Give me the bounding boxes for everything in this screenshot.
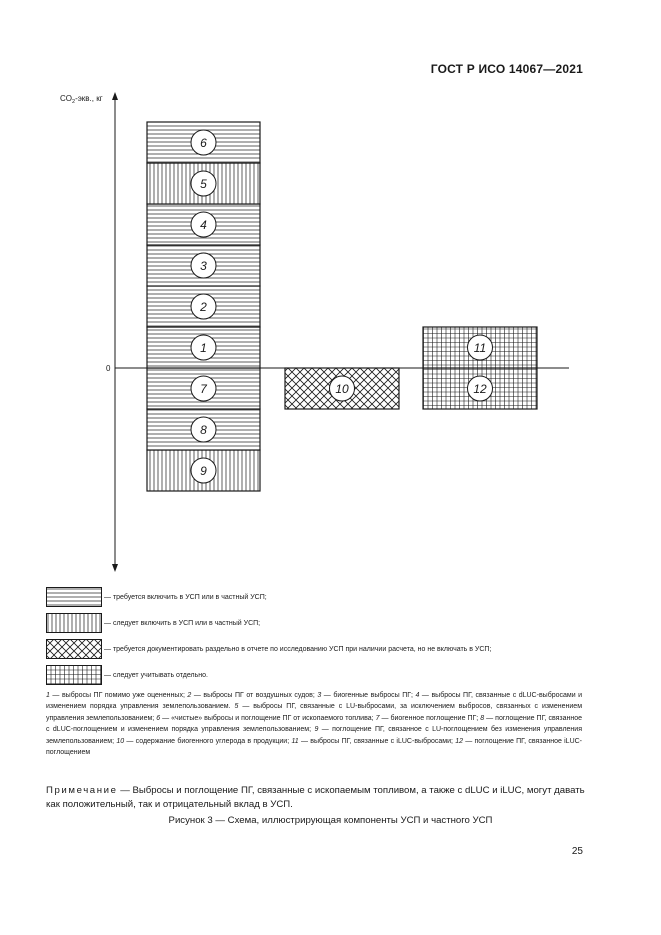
legend-text-document: — требуется документировать раздельно в отчете по исследованию УСП при наличии расчета, но не включать в УСП; xyxy=(104,645,492,653)
figure-caption: Рисунок 3 — Схема, иллюстрирующая компоненты УСП и частного УСП xyxy=(168,815,493,826)
segment-label-10: 10 xyxy=(335,382,349,396)
key-text: выбросы ПГ, связанные с LU-выбросами, за исключением выбросов, связанных с изменением управления землепользованием; xyxy=(46,703,583,722)
standard-code: ГОСТ Р ИСО 14067—2021 xyxy=(430,62,583,76)
y-axis-label-prefix: CO xyxy=(60,94,72,103)
key-text: биогенные выбросы ПГ; xyxy=(333,692,413,699)
segment-label-8: 8 xyxy=(200,423,207,437)
y-axis-label-sub: 2 xyxy=(72,99,76,105)
note-label: Примечание xyxy=(46,785,118,796)
segment-label-1: 1 xyxy=(200,341,207,355)
zero-label: 0 xyxy=(106,364,111,373)
key-text: биогенное поглощение ПГ; xyxy=(390,714,479,722)
key-num: 5 xyxy=(234,703,239,711)
segment-label-12: 12 xyxy=(473,382,487,396)
segment-label-9: 9 xyxy=(200,464,207,478)
key-num: 7 xyxy=(375,714,380,722)
note-text: — Выбросы и поглощение ПГ, связанные с ископаемым топливом, а также с dLUC и iLUC, могут давать как положительный, так и отрицательный вклад в УСП. xyxy=(46,785,585,810)
key-num: 1 xyxy=(46,692,50,699)
key-num: 6 xyxy=(156,714,161,722)
key-text: выбросы ПГ от воздушных судов; xyxy=(203,692,315,699)
key-num: 2 xyxy=(187,692,192,699)
legend-swatch-required xyxy=(46,587,102,607)
key-text: выбросы ПГ, связанные с iLUC-выбросами; xyxy=(310,737,453,745)
key-num: 10 xyxy=(116,737,125,745)
legend-swatch-separate xyxy=(46,665,102,685)
key-text: «чистые» выбросы и поглощение ПГ от ископаемого топлива; xyxy=(171,714,374,722)
bars-layer xyxy=(147,122,537,491)
key-text: содержание биогенного углерода в продукции; xyxy=(135,737,290,745)
y-axis-arrow-up xyxy=(112,92,118,100)
segment-label-4: 4 xyxy=(200,218,207,232)
legend-item-document xyxy=(46,636,586,662)
key-text: поглощение ПГ, связанное iLUC-поглощением xyxy=(46,737,583,757)
segment-label-11: 11 xyxy=(473,341,487,355)
legend-item-required xyxy=(46,584,586,610)
legend-swatch-should xyxy=(46,613,102,633)
page-number: 25 xyxy=(571,846,583,857)
segment-label-3: 3 xyxy=(200,259,207,273)
key-text: поглощение ПГ, связанное с dLUC-поглощением и изменением порядка управления землепользованием; xyxy=(46,714,582,734)
key-text: выбросы ПГ помимо уже оцененных; xyxy=(61,692,185,699)
segment-label-6: 6 xyxy=(200,136,207,150)
key-text: поглощение ПГ, связанное с LU-поглощением без изменения управления землепользованием; xyxy=(46,726,582,745)
figure-key: 1 — выбросы ПГ помимо уже оцененных; 2 — выбросы ПГ от воздушных судов; 3 — биогенные выбросы ПГ; 4 — выбросы ПГ, связанные с dLUC-выбросами и изменением порядка управления землепользованием. 5 — выбросы ПГ, связанные с LU-выбросами, за исключением выбросов, связанных с изменением управления землепользованием; 6 — «чистые» выбросы и поглощение ПГ от ископаемого топлива; 7 — биогенное поглощение ПГ; 8 — поглощение ПГ, связанное с dLUC-поглощением и изменением порядка управления землепользованием; 9 — поглощение ПГ, связанное с LU-поглощением без изменения управления землепользованием; 10 — содержание биогенного углерода в продукции; 11 — выбросы ПГ, связанные с iLUC-выбросами; 12 — поглощение ПГ, связанное iLUC-поглощением xyxy=(46,692,583,757)
legend-text-separate: — следует учитывать отдельно. xyxy=(104,671,208,679)
key-num: 8 xyxy=(480,714,485,722)
key-num: 12 xyxy=(455,737,463,745)
y-axis-label-suffix: -экв., кг xyxy=(75,94,103,103)
legend-swatch-document xyxy=(46,639,102,659)
y-axis-arrow-down xyxy=(112,564,118,572)
legend-text-should: — следует включить в УСП или в частный УСП; xyxy=(104,619,261,627)
key-num: 9 xyxy=(314,726,319,734)
segment-label-7: 7 xyxy=(200,382,207,396)
key-num: 11 xyxy=(291,737,299,745)
legend-item-separate xyxy=(46,662,586,688)
key-num: 3 xyxy=(317,692,322,699)
key-text: выбросы ПГ, связанные с dLUC-выбросами и изменением порядка управления землепользованием. xyxy=(46,692,583,711)
legend xyxy=(46,584,586,688)
y-axis-label xyxy=(60,94,103,105)
note xyxy=(46,784,586,811)
segment-label-5: 5 xyxy=(200,177,207,191)
legend-text-required: — требуется включить в УСП или в частный УСП; xyxy=(104,593,267,601)
segment-label-2: 2 xyxy=(200,300,207,314)
legend-item-should xyxy=(46,610,586,636)
key-num: 4 xyxy=(415,692,420,699)
